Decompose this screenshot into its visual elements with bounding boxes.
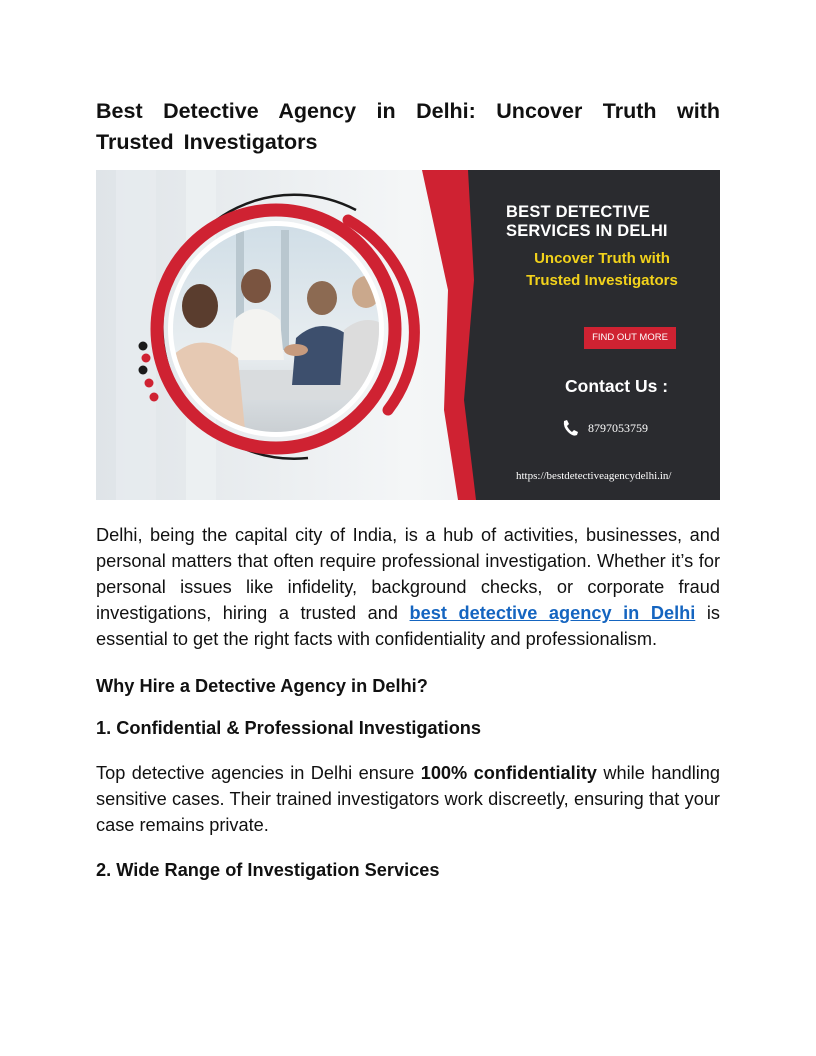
intro-text-end: is essential to get the right facts with confidentiality and professionalism. [96, 603, 720, 649]
banner-subline [514, 248, 690, 292]
point1-heading: 1. Confidential & Professional Investigations [96, 718, 482, 738]
best-detective-agency-link[interactable]: best detective agency in Delhi [409, 603, 696, 623]
intro-paragraph [96, 522, 720, 652]
banner-headline [506, 203, 668, 241]
banner-headline-line2: SERVICES IN DELHI [506, 222, 668, 240]
banner-headline-line1: BEST DETECTIVE [506, 203, 650, 221]
find-out-more-button[interactable]: FIND OUT MORE [584, 327, 676, 349]
page-title: Best Detective Agency in Delhi: Uncover Truth with Trusted Investigators [96, 99, 720, 154]
phone-number: 8797053759 [588, 421, 648, 435]
contact-label: Contact Us : [565, 376, 669, 396]
point1-text-end: while handling sensitive cases. Their trained investigators work discreetly, ensuring that your case remains private. [96, 763, 721, 835]
intro-text-start: Delhi, being the capital city of India, is a hub of activities, businesses, and personal matters that often require professional investigation. Whether it’s for personal issues like infidelity, background checks, or corporate fraud investigations, hiring a trusted and [96, 525, 720, 623]
point1-bold-text: 100% confidentiality [420, 763, 597, 783]
point1-paragraph [96, 760, 720, 838]
hero-banner-image [96, 170, 720, 500]
section-heading: Why Hire a Detective Agency in Delhi? [96, 676, 428, 696]
point2-heading: 2. Wide Range of Investigation Services [96, 860, 440, 880]
banner-subline-line2: Trusted Investigators [526, 272, 678, 289]
banner-url: https://bestdetectiveagencydelhi.in/ [516, 470, 672, 482]
banner-subline-line1: Uncover Truth with [534, 250, 670, 267]
point1-text-start: Top detective agencies in Delhi ensure [96, 763, 421, 783]
